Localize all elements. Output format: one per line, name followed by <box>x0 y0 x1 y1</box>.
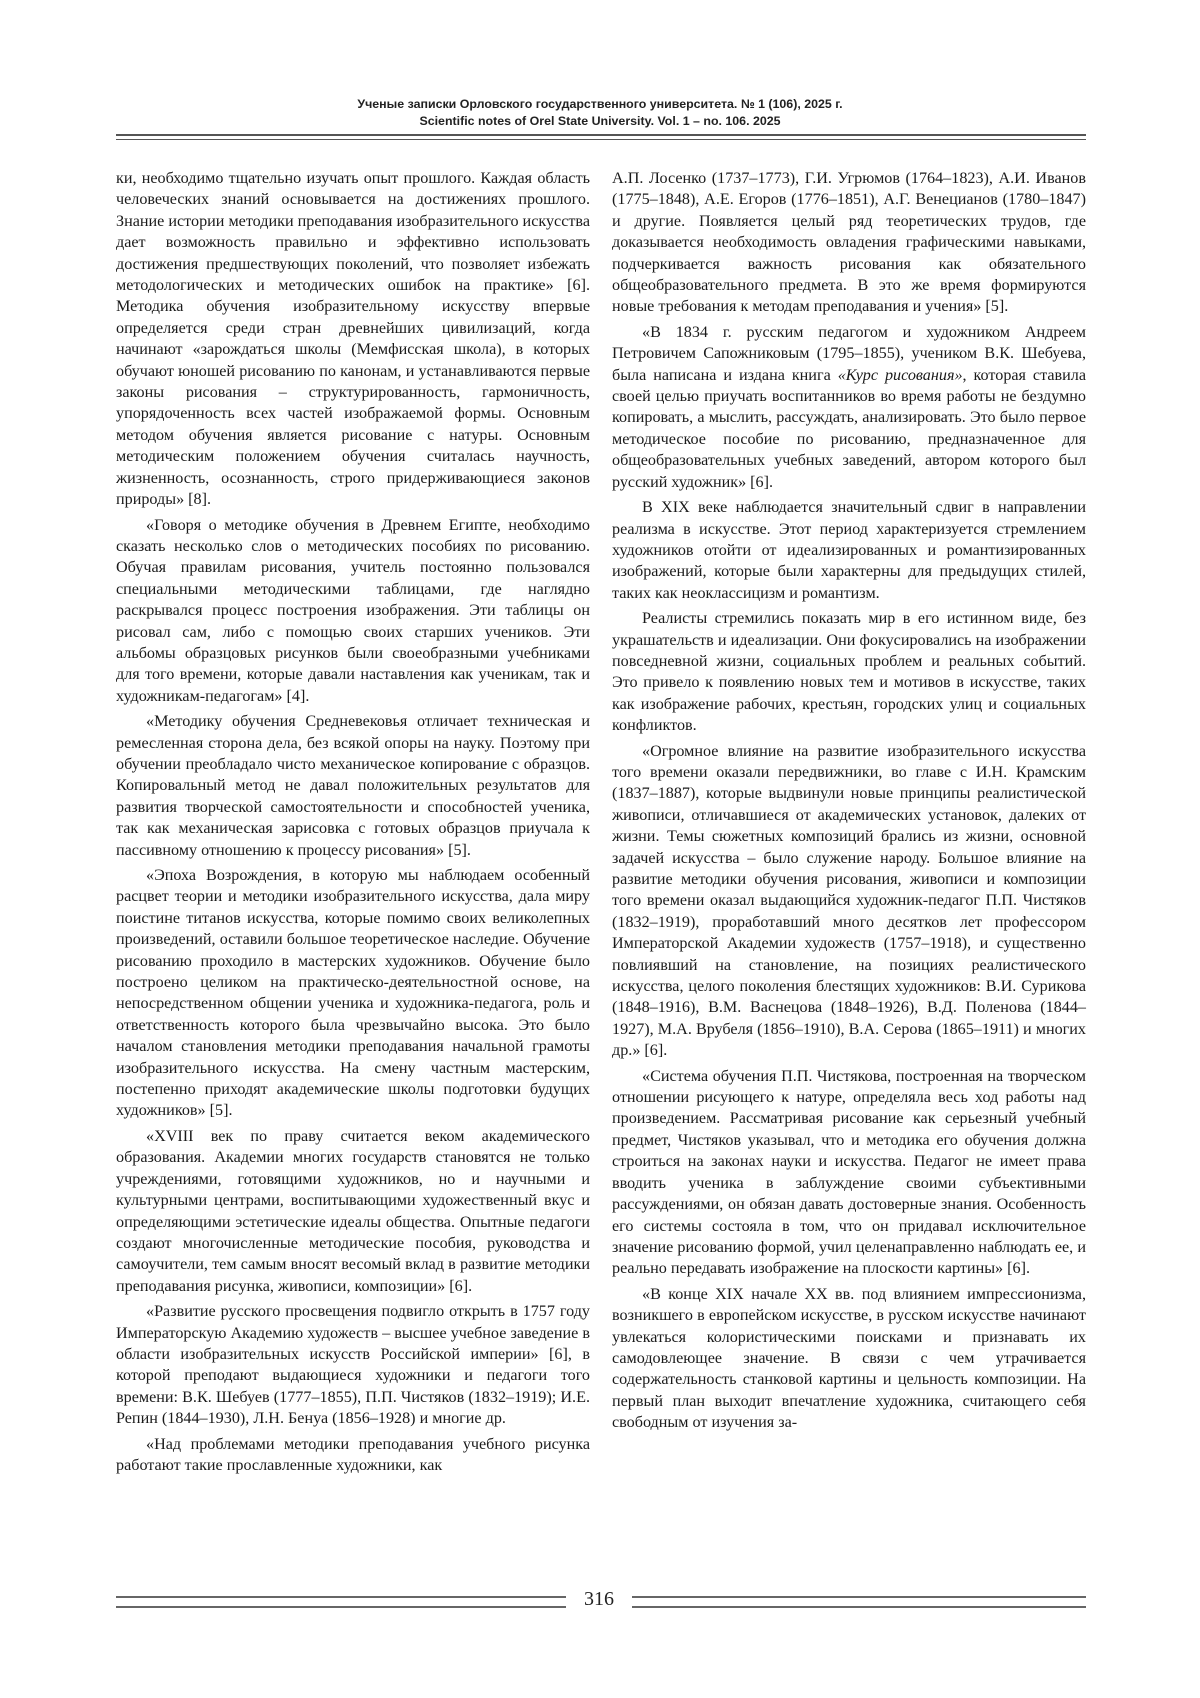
journal-title-ru: Ученые записки Орловского государственного университета. № 1 (106), 2025 г. <box>357 97 843 111</box>
page-number: 316 <box>584 1588 614 1610</box>
left-column <box>116 168 590 1476</box>
paragraph: А.П. Лосенко (1737–1773), Г.И. Угрюмов (1764–1823), А.И. Иванов (1775–1848), А.Е. Егоров (1776–1851), А.Г. Венецианов (1780–1847) и другие. Появляется целый ряд теоретических трудов, где доказывается необходимость овладения графическими навыками, подчеркивается важность рисования как обязательного общеобразовательного предмета. В это же время формируются новые требования к методам преподавания и учения» [5]. <box>612 170 1086 316</box>
page-footer <box>0 1590 1200 1614</box>
paragraph: «Над проблемами методики преподавания учебного рисунка работают такие прославленные художники, как <box>116 1435 590 1474</box>
footer-rule-left <box>116 1596 566 1608</box>
paragraph: «Огромное влияние на развитие изобразительного искусства того времени оказали передвижники, во главе с И.Н. Крамским (1837–1887), которые выдвинули новые принципы реалистической живописи, отличавшиеся от академических установок, далеких от жизни. Темы сюжетных композиций брались из жизни, основной задачей искусства – было служение народу. Большое влияние на развитие методики обучения рисования, живописи и композиции того времени оказал выдающийся художник-педагог П.П. Чистяков (1832–1919), проработавший много десятков лет профессором Императорской Академии художеств (1757–1918), и существенно повлиявший на становление, на позициях реалистического искусства, целого поколения блестящих художников: В.И. Сурикова (1848–1916), В.М. Васнецова (1848–1926), В.Д. Поленова (1844–1927), М.А. Врубеля (1856–1910), В.А. Серова (1865–1911) и многих др.» [6]. <box>612 742 1086 1060</box>
paragraph <box>612 322 1086 493</box>
paragraph: «Говоря о методике обучения в Древнем Египте, необходимо сказать несколько слов о методических пособиях по рисованию. Обучая правилам рисования, учитель постоянно пользовался специальными методическими таблицами, где наглядно раскрывался процесс построения изображения. Эти таблицы он рисовал сам, либо с помощью своих старших учеников. Эти альбомы образцовых рисунков были своеобразными учебниками для того времени, которые давали наставления как ученикам, так и художникам-педагогам» [4]. <box>116 516 590 705</box>
paragraph: «Эпоха Возрождения, в которую мы наблюдаем особенный расцвет теории и методики изобразительного искусства, дала миру поистине титанов искусства, которые помимо своих великолепных произведений, оставили большое теоретическое наследие. Обучение рисованию проходило в мастерских художников. Обучение было построено целиком на практическо-деятельностной основе, на непосредственном общении ученика и художника-педагога, роль и ответственность которого была чрезвычайно высока. Это было началом становления методики преподавания начальной грамоты изобразительного искусства. На смену частным мастерским, постепенно приходят академические школы подготовки будущих художников» [5]. <box>116 867 590 1120</box>
paragraph: «Развитие русского просвещения подвигло открыть в 1757 году Императорскую Академию художеств – высшее учебное заведение в области изобразительных искусств Российской империи» [6], в которой преподают выдающиеся художники и педагоги того времени: В.К. Шебуев (1777–1855), П.П. Чистяков (1832–1919); И.Е. Репин (1844–1930), Л.Н. Бенуа (1856–1928) и многие др. <box>116 1303 590 1428</box>
header-rule-top <box>116 134 1086 136</box>
paragraph: Реалисты стремились показать мир в его истинном виде, без украшательств и идеализации. Они фокусировались на изображении повседневной жизни, социальных проблем и реальных событий. Это привело к появлению новых тем и мотивов в искусстве, таких как изображение рабочих, крестьян, городских улиц и социальных конфликтов. <box>612 610 1086 735</box>
paragraph: «В конце XIX начале XX вв. под влиянием импрессионизма, возникшего в европейском искусстве, в русском искусстве начинают увлекаться колористическими поисками и признавать их самодовлеющее значение. В связи с чем утрачивается содержательность станковой картины и цельность композиции. На первый план выходит впечатление художника, считающего себя свободным от изучения за- <box>612 1285 1086 1432</box>
paragraph: «Методику обучения Средневековья отличает техническая и ремесленная сторона дела, без всякой опоры на науку. Поэтому при обучении преобладало чисто механическое копирование с образцов. Копировальный метод не давал положительных результатов для развития творческой самостоятельности и способностей ученика, так как механическая зарисовка с готовых образцов приучала к пассивному отношению к процессу рисования» [5]. <box>116 713 590 859</box>
paragraph: ки, необходимо тщательно изучать опыт прошлого. Каждая область человеческих знаний основывается на достижениях прошлого. Знание истории методики преподавания изобразительного искусства дает возможность правильно и эффективно использовать достижения предшествующих поколений, что позволяет избежать методологических и методических ошибок на практике» [6]. Методика обучения изобразительному искусству впервые определяется среди стран древнейших цивилизаций, когда начинают «зарождаться школы (Мемфисская школа), в которых обучают юношей рисованию по канонам, и устанавливаются первые законы рисования – структурированность, гармоничность, упорядоченность всех частей изображаемой формы. Основным методом обучения является рисование с натуры. Основным методическим положением обучения считалась научность, жизненность, осознанность, строго придерживающиеся законов природы» [8]. <box>116 170 590 509</box>
paragraph: «Система обучения П.П. Чистякова, построенная на творческом отношении рисующего к натуре, определяла весь ход работы над произведением. Рассматривая рисование как серьезный учебный предмет, Чистяков указывал, что и методика его обучения должна строиться на законах науки и искусства. Педагог не имеет права вводить ученика в заблуждение своими субъективными рассуждениями, он обязан давать достоверные знания. Особенность его системы состояла в том, что он придавал исключительное значение рисованию формой, учил целенаправленно наблюдать ее, и реально передавать изображение на плоскости картины» [6]. <box>612 1067 1086 1278</box>
paragraph-text: , которая ставила своей целью приучать воспитанников во время работы не бездумно копировать, а мыслить, рассуждать, анализировать. Это было первое методическое пособие по рисованию, предназначенное для общеобразовательных учебных заведений, автором которого был русский художник» [6]. <box>612 366 1086 491</box>
paragraph: «XVIII век по праву считается веком академического образования. Академии многих государств становятся не только учреждениями, готовящими художников, но и научными и культурными центрами, воспитывающими художественный вкус и определяющими эстетические идеалы общества. Опытные педагоги создают многочисленные методические пособия, руководства и самоучители, тем самым вносят весомый вклад в развитие методики преподавания рисунка, живописи, композиции» [6]. <box>116 1127 590 1295</box>
journal-header <box>0 96 1200 130</box>
book-title: «Курс рисования» <box>837 366 963 384</box>
footer-rule-right <box>632 1596 1086 1608</box>
paragraph: В XIX веке наблюдается значительный сдвиг в направлении реализма в искусстве. Этот период характеризуется стремлением художников отойти от идеализированных и романтизированных изображений, которые были характерны для предыдущих стилей, таких как неоклассицизм и романтизм. <box>612 499 1086 602</box>
header-rule-bottom <box>116 139 1086 140</box>
paragraph-text: «В 1834 г. русским педагогом и художником Андреем Петровичем Сапожниковым (1795–1855), учеником В.К. Шебуева, была написана и издана книга <box>612 323 1086 384</box>
journal-title-en: Scientific notes of Orel State University. Vol. 1 – no. 106. 2025 <box>419 114 781 128</box>
right-column <box>612 168 1086 1434</box>
